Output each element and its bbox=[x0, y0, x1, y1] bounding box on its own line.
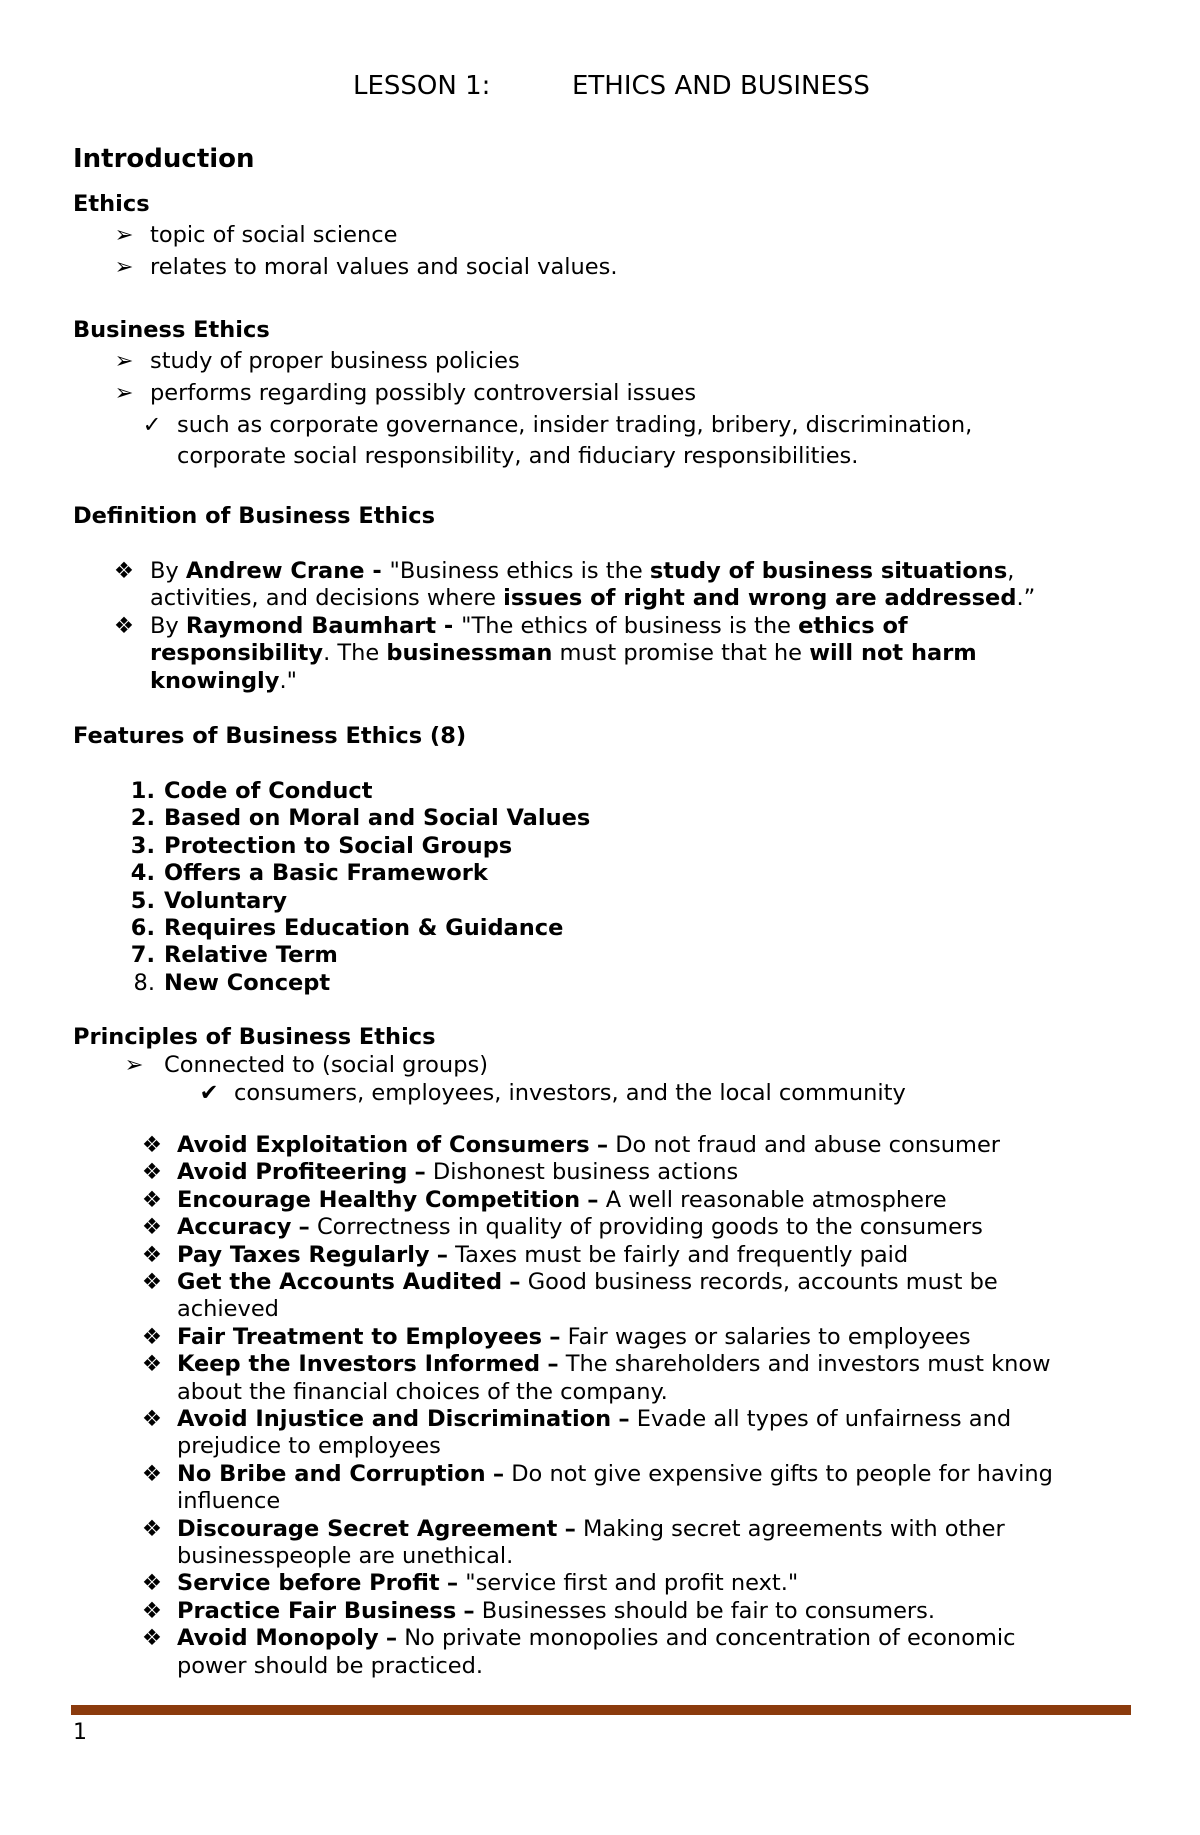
diamond-bullet-icon: ❖ bbox=[141, 1214, 163, 1241]
definition-baumhart-line2: responsibility. The businessman must promise that he will not harm bbox=[150, 640, 977, 666]
feature-number: 3. bbox=[130, 832, 155, 859]
diamond-bullet-icon: ❖ bbox=[141, 1515, 163, 1542]
principle-line bbox=[177, 1406, 1011, 1433]
definition-heading: Definition of Business Ethics bbox=[73, 503, 435, 529]
diamond-bullet-icon: ❖ bbox=[141, 1159, 163, 1186]
principle-description: Making secret agreements with other bbox=[583, 1515, 1005, 1542]
feature-text: Code of Conduct bbox=[164, 778, 373, 804]
principle-title: Discourage Secret Agreement bbox=[177, 1515, 558, 1542]
feature-text: Relative Term bbox=[164, 942, 338, 969]
principle-title: Fair Treatment to Employees bbox=[177, 1323, 543, 1350]
principle-dash: – bbox=[549, 1323, 561, 1350]
feature-number: 6. bbox=[130, 915, 155, 941]
feature-text: Based on Moral and Social Values bbox=[164, 805, 591, 832]
definition-baumhart-line1: By Raymond Baumhart - "The ethics of business is the ethics of bbox=[150, 613, 908, 639]
diamond-bullet-icon: ❖ bbox=[141, 1351, 163, 1378]
principle-description: Good business records, accounts must be bbox=[527, 1269, 998, 1295]
feature-text: Voluntary bbox=[164, 887, 288, 914]
principle-dash: – bbox=[436, 1241, 448, 1268]
principles-heading: Principles of Business Ethics bbox=[73, 1024, 436, 1050]
principle-description: Businesses should be fair to consumers. bbox=[481, 1597, 936, 1624]
principle-dash: – bbox=[463, 1597, 475, 1624]
principle-title: Accuracy bbox=[177, 1214, 292, 1241]
principle-line bbox=[177, 1598, 935, 1625]
diamond-bullet-icon: ❖ bbox=[113, 558, 135, 584]
feature-text: Protection to Social Groups bbox=[164, 832, 513, 859]
principle-description-cont: prejudice to employees bbox=[177, 1433, 441, 1460]
diamond-bullet-icon: ❖ bbox=[141, 1625, 163, 1652]
principle-title: Avoid Monopoly bbox=[177, 1625, 379, 1652]
principle-dash: – bbox=[618, 1406, 630, 1432]
feature-number: 5. bbox=[130, 887, 155, 914]
principle-line bbox=[177, 1570, 798, 1597]
arrow-bullet-icon: ➢ bbox=[114, 254, 134, 280]
introduction-heading: Introduction bbox=[73, 144, 255, 174]
principle-description: A well reasonable atmosphere bbox=[605, 1186, 947, 1213]
principle-description: Fair wages or salaries to employees bbox=[567, 1323, 971, 1350]
principle-title: Avoid Profiteering bbox=[177, 1159, 408, 1186]
diamond-bullet-icon: ❖ bbox=[141, 1241, 163, 1268]
principle-dash: – bbox=[492, 1460, 505, 1487]
diamond-bullet-icon: ❖ bbox=[141, 1132, 163, 1158]
list-item-text: relates to moral values and social values. bbox=[150, 254, 618, 280]
footer-rule bbox=[71, 1705, 1131, 1715]
principle-dash: – bbox=[587, 1186, 599, 1213]
check-icon: ✓ bbox=[142, 412, 162, 438]
principle-title: Service before Profit bbox=[177, 1570, 440, 1597]
principle-line bbox=[177, 1269, 998, 1296]
principle-dash: – bbox=[446, 1570, 459, 1597]
definition-crane-line2: activities, and decisions where issues of right and wrong are addressed.” bbox=[150, 585, 1036, 611]
principle-title: Practice Fair Business bbox=[177, 1597, 457, 1624]
list-item-text: consumers, employees, investors, and the local community bbox=[234, 1080, 906, 1106]
principle-dash: – bbox=[509, 1269, 521, 1295]
principle-line bbox=[177, 1625, 1016, 1652]
principle-title: Keep the Investors Informed bbox=[177, 1351, 541, 1378]
lesson-topic: ETHICS AND BUSINESS bbox=[572, 71, 870, 101]
feature-number: 2. bbox=[130, 805, 155, 832]
principle-description-cont: power should be practiced. bbox=[177, 1652, 484, 1679]
principle-dash: – bbox=[564, 1515, 576, 1542]
principle-description: Evade all types of unfairness and bbox=[636, 1406, 1012, 1432]
principle-description-cont: about the financial choices of the company. bbox=[177, 1378, 668, 1405]
ethics-heading: Ethics bbox=[73, 191, 150, 217]
diamond-bullet-icon: ❖ bbox=[113, 613, 135, 639]
feature-number: 7. bbox=[130, 942, 155, 969]
definition-crane-line1: By Andrew Crane - "Business ethics is the study of business situations, bbox=[150, 558, 1015, 584]
principle-description: Do not fraud and abuse consumer bbox=[615, 1132, 1001, 1158]
list-item-text: such as corporate governance, insider trading, bribery, discrimination, bbox=[177, 412, 973, 438]
principle-dash: – bbox=[547, 1351, 559, 1378]
principle-title: Get the Accounts Audited bbox=[177, 1269, 503, 1295]
diamond-bullet-icon: ❖ bbox=[141, 1460, 163, 1487]
principle-description: "service first and profit next." bbox=[465, 1570, 799, 1597]
principle-description: No private monopolies and concentration of economic bbox=[404, 1625, 1016, 1652]
principle-title: Avoid Injustice and Discrimination bbox=[177, 1406, 612, 1432]
list-item-text: performs regarding possibly controversial issues bbox=[150, 380, 697, 406]
feature-number: 8. bbox=[133, 969, 155, 996]
features-heading: Features of Business Ethics (8) bbox=[73, 723, 467, 749]
list-item-text: topic of social science bbox=[150, 222, 398, 248]
principle-dash: – bbox=[298, 1214, 310, 1241]
diamond-bullet-icon: ❖ bbox=[141, 1597, 163, 1624]
feature-number: 1. bbox=[130, 778, 155, 804]
principle-description-cont: businesspeople are unethical. bbox=[177, 1543, 514, 1569]
principle-dash: – bbox=[385, 1625, 398, 1652]
principle-dash: – bbox=[414, 1159, 426, 1186]
check-icon: ✔ bbox=[199, 1080, 219, 1106]
arrow-bullet-icon: ➢ bbox=[114, 222, 134, 248]
principle-line bbox=[177, 1351, 1051, 1378]
list-item-text: Connected to (social groups) bbox=[164, 1052, 488, 1078]
principle-line bbox=[177, 1324, 971, 1351]
principle-line bbox=[177, 1461, 1053, 1488]
principle-title: Encourage Healthy Competition bbox=[177, 1186, 581, 1213]
diamond-bullet-icon: ❖ bbox=[141, 1186, 163, 1213]
principle-line bbox=[177, 1214, 983, 1241]
principle-description-cont: achieved bbox=[177, 1296, 279, 1323]
feature-text: Offers a Basic Framework bbox=[164, 860, 488, 887]
list-item-text: corporate social responsibility, and fiduciary responsibilities. bbox=[177, 443, 859, 469]
principle-dash: – bbox=[596, 1132, 609, 1158]
arrow-bullet-icon: ➢ bbox=[114, 380, 134, 406]
principle-title: Pay Taxes Regularly bbox=[177, 1241, 430, 1268]
principle-description: Do not give expensive gifts to people for having bbox=[511, 1460, 1053, 1487]
diamond-bullet-icon: ❖ bbox=[141, 1570, 163, 1597]
diamond-bullet-icon: ❖ bbox=[141, 1269, 163, 1295]
diamond-bullet-icon: ❖ bbox=[141, 1323, 163, 1350]
principle-line bbox=[177, 1242, 908, 1269]
principle-line bbox=[177, 1516, 1005, 1543]
principle-title: No Bribe and Corruption bbox=[177, 1460, 486, 1487]
principle-line bbox=[177, 1187, 947, 1214]
principle-description-cont: influence bbox=[177, 1488, 281, 1515]
principle-title: Avoid Exploitation of Consumers bbox=[177, 1132, 590, 1158]
feature-text: New Concept bbox=[164, 969, 331, 996]
lesson-number: LESSON 1: bbox=[353, 71, 491, 101]
diamond-bullet-icon: ❖ bbox=[141, 1406, 163, 1432]
principle-description: The shareholders and investors must know bbox=[565, 1351, 1051, 1378]
principle-description: Taxes must be fairly and frequently paid bbox=[455, 1241, 909, 1268]
business-ethics-heading: Business Ethics bbox=[73, 317, 270, 343]
principle-description: Dishonest business actions bbox=[432, 1159, 739, 1186]
principle-line bbox=[177, 1132, 1000, 1159]
feature-number: 4. bbox=[130, 860, 155, 887]
page-number: 1 bbox=[73, 1720, 87, 1745]
list-item-text: study of proper business policies bbox=[150, 348, 520, 374]
principle-line bbox=[177, 1159, 738, 1186]
arrow-bullet-icon: ➢ bbox=[114, 348, 134, 374]
principle-description: Correctness in quality of providing goods to the consumers bbox=[316, 1214, 983, 1241]
arrow-bullet-icon: ➢ bbox=[124, 1052, 144, 1078]
feature-text: Requires Education & Guidance bbox=[164, 915, 564, 941]
definition-baumhart-line3: knowingly." bbox=[150, 668, 297, 694]
